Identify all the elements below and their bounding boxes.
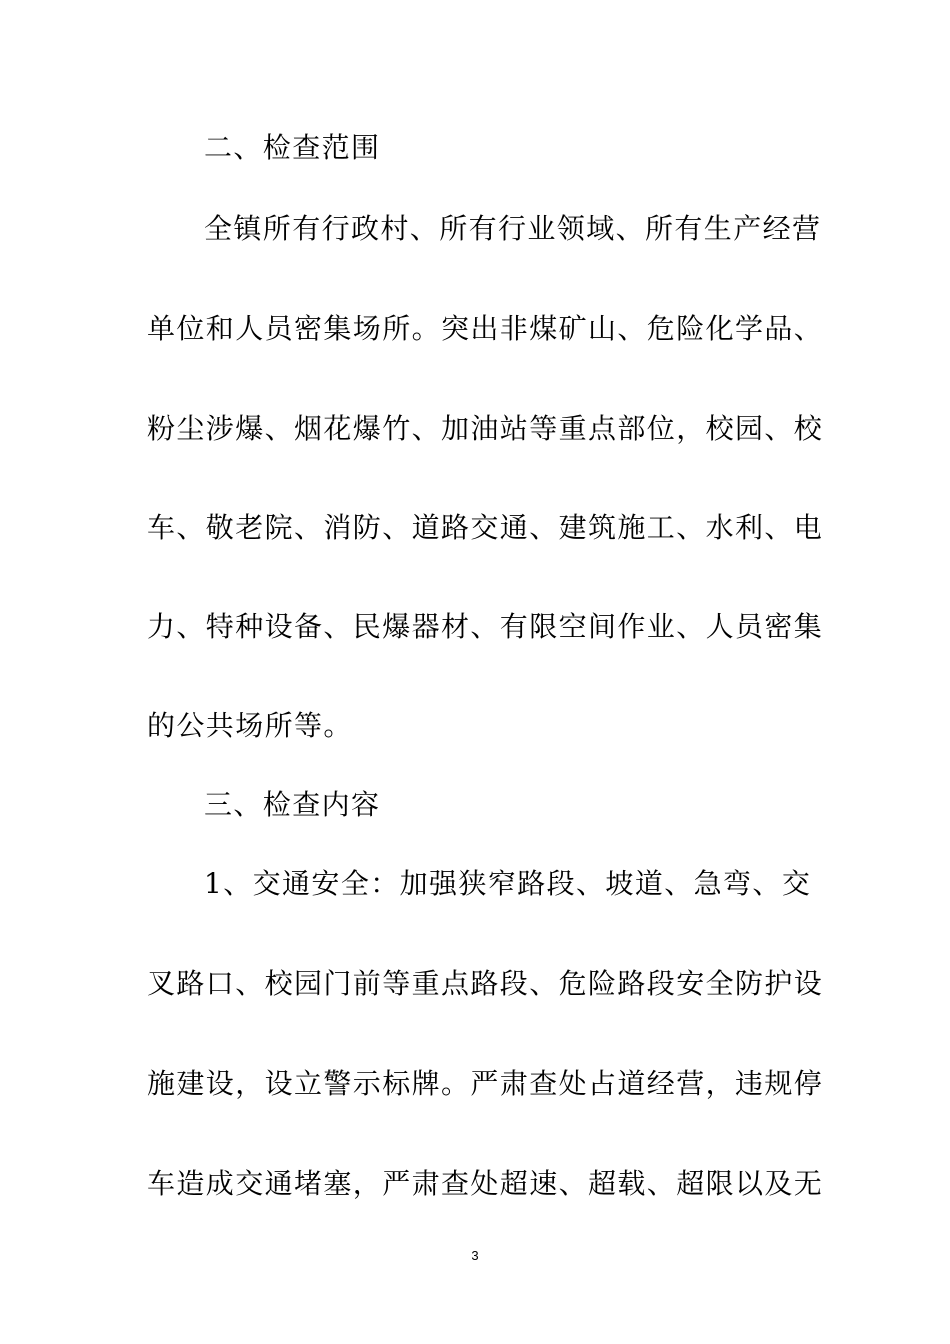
paragraph-line: 叉路口、校园门前等重点路段、危险路段安全防护设 [147,967,824,1000]
section-heading-content: 三、检查内容 [204,788,381,821]
paragraph-line: 单位和人员密集场所。突出非煤矿山、危险化学品、 [147,312,824,345]
paragraph-line: 车、敬老院、消防、道路交通、建筑施工、水利、电 [147,511,824,544]
paragraph-line: 力、特种设备、民爆器材、有限空间作业、人员密集 [147,610,824,643]
paragraph-line: 1、交通安全：加强狭窄路段、坡道、急弯、交 [204,867,812,900]
paragraph-line: 全镇所有行政村、所有行业领域、所有生产经营 [204,212,822,245]
paragraph-line: 施建设，设立警示标牌。严肃查处占道经营，违规停 [147,1067,824,1100]
paragraph-line: 车造成交通堵塞，严肃查处超速、超载、超限以及无 [147,1167,824,1200]
page-number: 3 [471,1248,479,1263]
paragraph-line: 粉尘涉爆、烟花爆竹、加油站等重点部位，校园、校 [147,412,824,445]
paragraph-line: 的公共场所等。 [147,709,353,742]
section-heading-scope: 二、检查范围 [204,131,381,164]
